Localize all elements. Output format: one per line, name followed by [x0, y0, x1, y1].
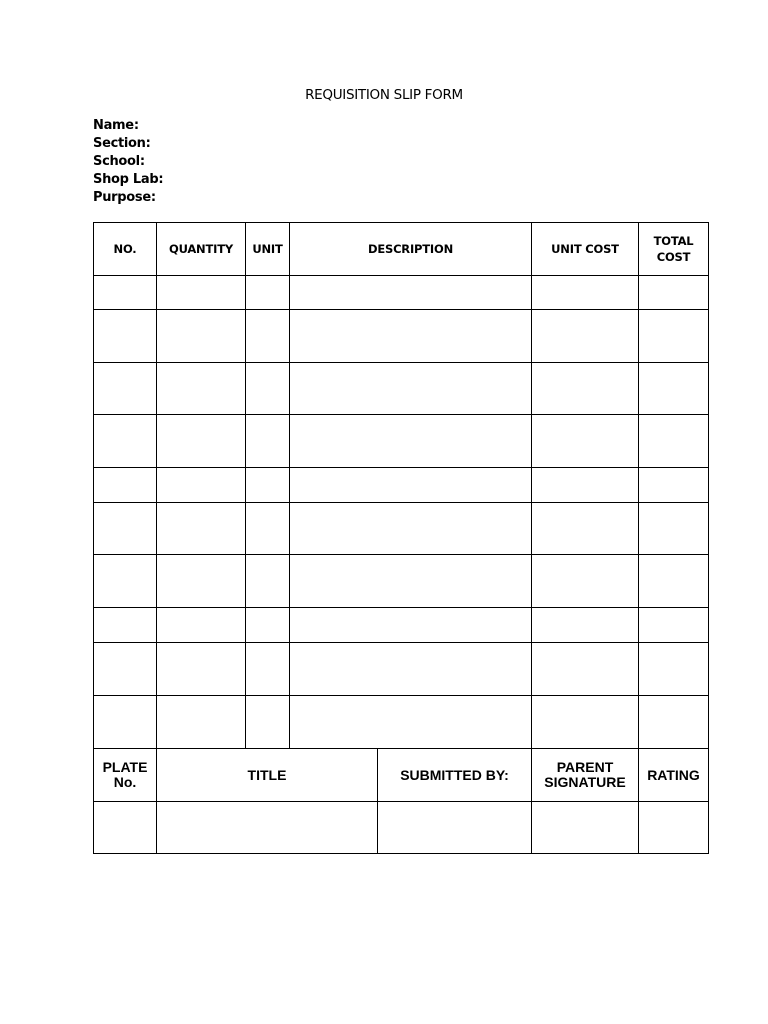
quantity-cell[interactable] [157, 310, 246, 363]
total-cost-cell[interactable] [639, 608, 709, 643]
quantity-cell[interactable] [157, 696, 246, 749]
no-cell[interactable] [94, 503, 157, 555]
header-total-cost [639, 223, 709, 276]
header-parent-signature [532, 749, 639, 802]
section-label: Section: [93, 136, 151, 151]
description-cell[interactable] [290, 696, 532, 749]
submitted-by-cell[interactable] [378, 802, 532, 854]
unit-cost-cell[interactable] [532, 363, 639, 415]
rating-cell[interactable] [639, 802, 709, 854]
no-cell[interactable] [94, 643, 157, 696]
unit-cost-cell[interactable] [532, 643, 639, 696]
header-parent-line2: SIGNATURE [544, 774, 626, 790]
unit-cell[interactable] [246, 608, 290, 643]
school-label: School: [93, 154, 145, 169]
header-rating: RATING [639, 749, 709, 802]
form-title: REQUISITION SLIP FORM [305, 87, 463, 103]
quantity-cell[interactable] [157, 415, 246, 468]
item-row [94, 468, 709, 503]
total-cost-cell[interactable] [639, 363, 709, 415]
unit-cost-cell[interactable] [532, 468, 639, 503]
unit-cell[interactable] [246, 555, 290, 608]
no-cell[interactable] [94, 363, 157, 415]
item-row [94, 696, 709, 749]
total-cost-cell[interactable] [639, 468, 709, 503]
total-cost-cell[interactable] [639, 503, 709, 555]
name-label: Name: [93, 118, 139, 133]
description-cell[interactable] [290, 310, 532, 363]
total-cost-cell[interactable] [639, 696, 709, 749]
no-cell[interactable] [94, 276, 157, 310]
no-cell[interactable] [94, 696, 157, 749]
unit-cost-cell[interactable] [532, 503, 639, 555]
title-cell[interactable] [157, 802, 378, 854]
quantity-cell[interactable] [157, 643, 246, 696]
unit-cell[interactable] [246, 415, 290, 468]
item-row [94, 608, 709, 643]
shop-lab-label: Shop Lab: [93, 172, 164, 187]
description-cell[interactable] [290, 468, 532, 503]
plate-entry-row [94, 802, 709, 854]
total-cost-cell[interactable] [639, 555, 709, 608]
unit-cost-cell[interactable] [532, 696, 639, 749]
no-cell[interactable] [94, 415, 157, 468]
item-row [94, 310, 709, 363]
purpose-label: Purpose: [93, 190, 156, 205]
header-submitted-by: SUBMITTED BY: [378, 749, 532, 802]
header-no: NO. [94, 223, 157, 276]
unit-cost-cell[interactable] [532, 608, 639, 643]
unit-cell[interactable] [246, 310, 290, 363]
description-cell[interactable] [290, 363, 532, 415]
unit-cost-cell[interactable] [532, 310, 639, 363]
unit-cost-cell[interactable] [532, 555, 639, 608]
item-row [94, 276, 709, 310]
header-plate-line2: No. [113, 774, 137, 790]
header-quantity: QUANTITY [157, 223, 246, 276]
requisition-table [93, 222, 709, 854]
header-unit: UNIT [246, 223, 290, 276]
description-cell[interactable] [290, 555, 532, 608]
quantity-cell[interactable] [157, 276, 246, 310]
unit-cost-cell[interactable] [532, 276, 639, 310]
description-cell[interactable] [290, 503, 532, 555]
no-cell[interactable] [94, 555, 157, 608]
description-cell[interactable] [290, 415, 532, 468]
header-total-cost-line1: TOTAL [653, 234, 694, 248]
header-plate-no [94, 749, 157, 802]
total-cost-cell[interactable] [639, 415, 709, 468]
quantity-cell[interactable] [157, 608, 246, 643]
item-row [94, 415, 709, 468]
description-cell[interactable] [290, 643, 532, 696]
quantity-cell[interactable] [157, 468, 246, 503]
no-cell[interactable] [94, 468, 157, 503]
form-fields [93, 117, 163, 207]
plate-header-row [94, 749, 709, 802]
header-plate-line1: PLATE [102, 759, 148, 775]
quantity-cell[interactable] [157, 555, 246, 608]
header-description: DESCRIPTION [290, 223, 532, 276]
unit-cell[interactable] [246, 468, 290, 503]
header-parent-line1: PARENT [556, 759, 614, 775]
total-cost-cell[interactable] [639, 310, 709, 363]
unit-cell[interactable] [246, 276, 290, 310]
header-total-cost-line2: COST [656, 250, 691, 264]
plate-no-cell[interactable] [94, 802, 157, 854]
item-row [94, 643, 709, 696]
unit-cell[interactable] [246, 696, 290, 749]
parent-signature-cell[interactable] [532, 802, 639, 854]
no-cell[interactable] [94, 310, 157, 363]
header-row [94, 223, 709, 276]
header-title: TITLE [157, 749, 378, 802]
header-unit-cost: UNIT COST [532, 223, 639, 276]
item-row [94, 555, 709, 608]
description-cell[interactable] [290, 276, 532, 310]
quantity-cell[interactable] [157, 503, 246, 555]
unit-cost-cell[interactable] [532, 415, 639, 468]
total-cost-cell[interactable] [639, 643, 709, 696]
quantity-cell[interactable] [157, 363, 246, 415]
unit-cell[interactable] [246, 363, 290, 415]
total-cost-cell[interactable] [639, 276, 709, 310]
item-row [94, 503, 709, 555]
item-row [94, 363, 709, 415]
unit-cell[interactable] [246, 503, 290, 555]
description-cell[interactable] [290, 608, 532, 643]
unit-cell[interactable] [246, 643, 290, 696]
no-cell[interactable] [94, 608, 157, 643]
